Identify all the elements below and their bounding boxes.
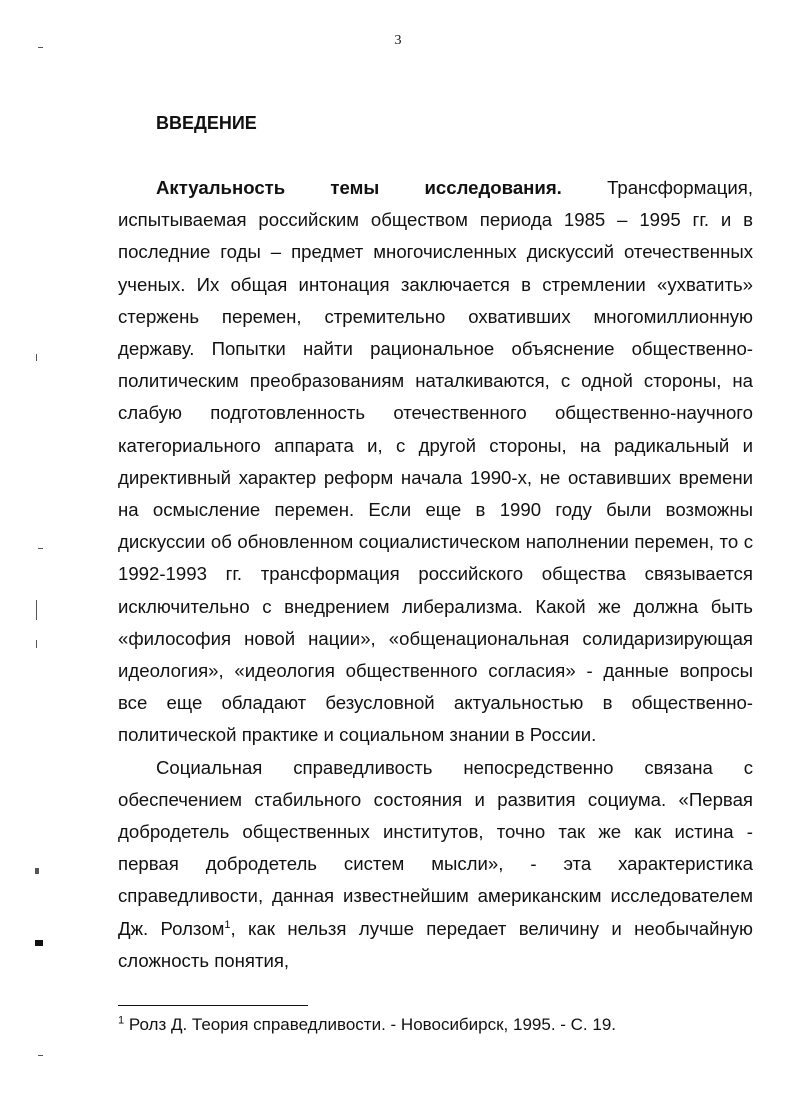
scan-mark xyxy=(36,354,37,361)
paragraph-text: , как нельзя лучше передает величину и необычайную сложность понятия, xyxy=(118,917,753,971)
paragraph-lead: Актуальность темы исследования. xyxy=(156,177,562,198)
scan-mark xyxy=(35,940,43,946)
body-text xyxy=(118,172,753,977)
scan-mark xyxy=(38,548,43,549)
footnote-mark: 1 xyxy=(118,1014,125,1027)
scan-mark xyxy=(38,1055,43,1056)
paragraph-justice xyxy=(118,752,753,977)
footnote xyxy=(118,1014,758,1036)
paragraph-text: Социальная справедливость непосредственно связана с обеспечением стабильного состояния и развития социума. «Первая добродетель общественных институтов, точно так же как истина - первая добродетель систем мысли», - эта характеристика справедливости, данная известнейшим американским исследователем Дж. Ролзом xyxy=(118,756,753,939)
footnote-separator xyxy=(118,1005,308,1006)
scan-mark xyxy=(38,47,43,48)
scan-mark xyxy=(36,600,37,620)
paragraph-text: Трансформация, испытываемая российским обществом периода 1985 – 1995 гг. и в последние годы – предмет многочисленных дискуссий отечественных ученых. Их общая интонация заключается в стремлении «ухватить» стержень перемен, стремительно охвативших многомиллионную державу. Попытки найти рациональное объяснение общественно-политическим преобразованиям наталкиваются, с одной стороны, на слабую подготовленность отечественного общественно-научного категориального аппарата и, с другой стороны, на радикальный и директивный характер реформ начала 1990-х, не оставивших времени на осмысление перемен. Если еще в 1990 году были возможны дискуссии об обновленном социалистическом наполнении перемен, то с 1992-1993 гг. трансформация российского общества связывается исключительно с внедрением либерализма. Какой же должна быть «философия новой нации», «общенациональная солидаризирующая идеология», «идеология общественного согласия» - данные вопросы все еще обладают безусловной актуальностью в общественно-политической практике и социальном знании в России. xyxy=(118,177,753,746)
scan-mark xyxy=(36,640,37,648)
paragraph-relevance xyxy=(118,172,753,752)
footnote-text: Ролз Д. Теория справедливости. - Новосибирск, 1995. - С. 19. xyxy=(124,1015,617,1034)
footnote-reference: 1 xyxy=(224,918,231,931)
page-number: 3 xyxy=(394,33,402,48)
scan-mark xyxy=(35,868,39,874)
section-heading: ВВЕДЕНИЕ xyxy=(156,113,257,133)
